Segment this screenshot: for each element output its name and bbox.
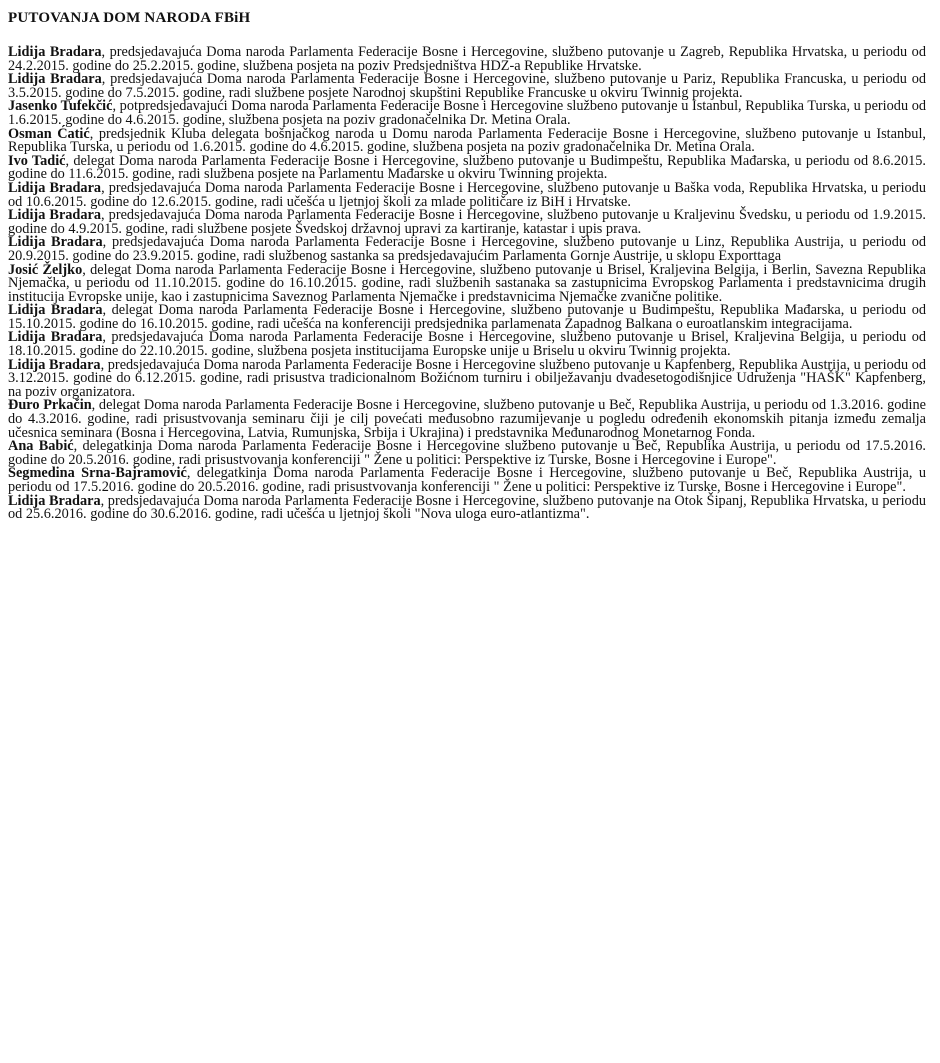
travel-entry (8, 399, 926, 440)
travel-entry (8, 356, 927, 400)
entry-text: , predsjedavajuća Doma naroda Parlamenta Federacije Bosne i Hercegovine, službeno putovanje na Otok Šipanj, Republika Hrvatska, u periodu od 25.6.2016. godine do 30.6.2016. godine, radi učešća u ljetnjoj školi "Nova uloga euro-atlantizma". (8, 492, 926, 523)
entry-text: , delegat Doma naroda Parlamenta Federacije Bosne i Hercegovine, službeno putovanje u Beč, Republika Austrija, u periodu od 1.3.2016. godine do 4.3.2016. godine, radi prisustvovanja seminaru čiji je cilj povećati međusobno razumijevanje u pogledu određenih ekonomskih pitanja između zemalja učesnica seminara (Bosna i Hercegovina, Latvia, Rumunjska, Srbija i Ukrajina) i predstavnika Međunarodnog Monetarnog Fonda. (8, 397, 926, 441)
delegate-name: Ivo Tadić (8, 152, 66, 169)
delegate-name: Lidija Bradara (8, 356, 101, 373)
delegate-name: Lidija Bradara (8, 492, 101, 509)
entry-text: , predsjedavajuća Doma naroda Parlamenta Federacije Bosne i Hercegovine, službeno putovanje u Kraljevinu Švedsku, u periodu od 1.9.2015. godine do 4.9.2015. godine, radi službene posjete Švedskoj državnoj upravi za kartiranje, katastar i upis prava. (8, 207, 926, 237)
delegate-name: Đuro Prkačin (8, 397, 92, 414)
delegate-name: Lidija Bradara (8, 302, 103, 319)
travel-entry (8, 467, 926, 494)
delegate-name: Lidija Bradara (8, 207, 102, 224)
delegate-name: Segmedina Srna-Bajramović (8, 465, 187, 482)
travel-entries-list (8, 46, 926, 522)
entry-text: , delegatkinja Doma naroda Parlamenta Federacije Bosne i Hercegovine službeno putovanje u Beč, Republika Austrija, u periodu od 17.5.2016. godine do 20.5.2016. godine, radi prisustvovanja konferenciji " Žene u politici: Perspektive iz Turske, Bosne i Hercegovine i Europe". (8, 438, 927, 468)
entry-text: , delegat Doma naroda Parlamenta Federacije Bosne i Hercegovine, službeno putovanje u Budimpeštu, Republika Mađarska, u periodu od 8.6.2015. godine do 11.6.2015. godine, radi službena posjete na Parlamentu Mađarske u okviru Twinning projekta. (8, 152, 926, 183)
entry-text: , predsjedavajuća Doma naroda Parlamenta Federacije Bosne i Hercegovine, službeno putovanje u Linz, Republika Austrija, u periodu od 20.9.2015. godine do 23.9.2015. godine, radi službenog sastanka sa predsjedavajućim Parlamenta Gornje Austrije, u sklopu Exporttaga (8, 234, 926, 264)
travel-entry (8, 492, 926, 523)
travel-entry (8, 46, 926, 73)
delegate-name: Ana Babić (8, 438, 74, 455)
entry-text: , delegat Doma naroda Parlamenta Federacije Bosne i Hercegovine, službeno putovanje u Budimpeštu, Republika Mađarska, u periodu od 15.10.2015. godine do 16.10.2015. godine, radi učešća na konferenciji predsjednika parlamenata Zapadnog Balkana o euroatlanskim integracijama. (8, 302, 926, 332)
travel-entry (8, 331, 926, 358)
delegate-name: Lidija Bradara (8, 179, 102, 196)
entry-text: , predsjedavajuća Doma naroda Parlamenta Federacije Bosne i Hercegovine službeno putovanje u Kapfenberg, Republika Austrija, u periodu od 3.12.2015. godine do 6.12.2015. godine, radi prisustva tradicionalnom Božićnom turniru i obilježavanju dvadesetogodišnjice Udruženja "HAŠK" Kapfenberg, na poziv organizatora. (8, 356, 927, 400)
document-title: PUTOVANJA DOM NARODA FBiH (8, 10, 251, 26)
entry-text: , predsjednik Kluba delegata bošnjačkog naroda u Domu naroda Parlamenta Federacije Bosne i Hercegovine, službeno putovanje u Istanbul, Republika Turska, u periodu od 1.6.2015. godine do 4.6.2015. godine, službena posjeta na poziv gradonačelnika Dr. Metina Orala. (8, 125, 926, 156)
entry-text: , delegat Doma naroda Parlamenta Federacije Bosne i Hercegovine, službeno putovanje u Brisel, Kraljevina Belgija, i Berlin, Savezna Republika Njemačka, u periodu od 11.10.2015. godine do 16.10.2015. godine, radi službenih sastanaka sa zastupnicima Evropskog Parlamenta i predstavnicima drugih institucija Evropske unije, kao i zastupnicima Saveznog Parlamenta Njemačke i predstavnicima Njemačke zvanične politike. (8, 261, 926, 305)
delegate-name: Jasenko Tufekčić (8, 98, 113, 115)
travel-entry (8, 209, 926, 236)
travel-entry (8, 179, 926, 210)
travel-entry (8, 440, 926, 467)
travel-entry (8, 73, 926, 100)
delegate-name: Lidija Bradara (8, 44, 102, 60)
travel-entry (8, 152, 926, 183)
entry-text: , predsjedavajuća Doma naroda Parlamenta Federacije Bosne i Hercegovine, službeno putovanje u Pariz, Republika Francuska, u periodu od 3.5.2015. godine do 7.5.2015. godine, radi službene posjete Narodnoj skupštini Republike Francuske u okviru Twinnig projekta. (8, 71, 926, 101)
entry-text: , delegatkinja Doma naroda Parlamenta Federacije Bosne i Hercegovine, službeno putovanje u Beč, Republika Austrija, u periodu od 17.5.2016. godine do 20.5.2016. godine, radi prisustvovanja konferenciji " Žene u politici: Perspektive iz Turske, Bosne i Hercegovine i Europe". (8, 465, 927, 495)
delegate-name: Osman Ćatić (8, 125, 90, 142)
entry-text: , potpredsjedavajući Doma naroda Parlamenta Federacije Bosne i Hercegovine službeno putovanje u Istanbul, Republika Turska, u periodu od 1.6.2015. godine do 4.6.2015. godine, službena posjeta na poziv gradonačelnika Dr. Metina Orala. (8, 98, 926, 128)
entry-text: , predsjedavajuća Doma naroda Parlamenta Federacije Bosne i Hercegovine, službeno putovanje u Zagreb, Republika Hrvatska, u periodu od 24.2.2015. godine do 25.2.2015. godine, službena posjeta na poziv Predsjedništva HDZ-a Republike Hrvatske. (8, 44, 926, 74)
delegate-name: Lidija Bradara (8, 329, 103, 346)
delegate-name: Josić Željko (8, 261, 83, 278)
travel-entry (8, 236, 926, 263)
travel-entry (8, 125, 926, 156)
entry-text: , predsjedavajuća Doma naroda Parlamenta Federacije Bosne i Hercegovine, službeno putovanje u Brisel, Kraljevina Belgija, u periodu od 18.10.2015. godine do 22.10.2015. godine, službena posjeta institucijama Europske unije u Briselu u okviru Twinnig projekta. (8, 329, 926, 360)
travel-entry (8, 261, 926, 305)
travel-entry (8, 304, 926, 331)
travel-entry (8, 100, 926, 127)
delegate-name: Lidija Bradara (8, 234, 103, 251)
entry-text: , predsjedavajuća Doma naroda Parlamenta Federacije Bosne i Hercegovine, službeno putovanje u Baška voda, Republika Hrvatska, u periodu od 10.6.2015. godine do 12.6.2015. godine, radi učešća u ljetnjoj školi za mlade političare iz BiH i Hrvatske. (8, 179, 926, 210)
delegate-name: Lidija Bradara (8, 71, 102, 88)
